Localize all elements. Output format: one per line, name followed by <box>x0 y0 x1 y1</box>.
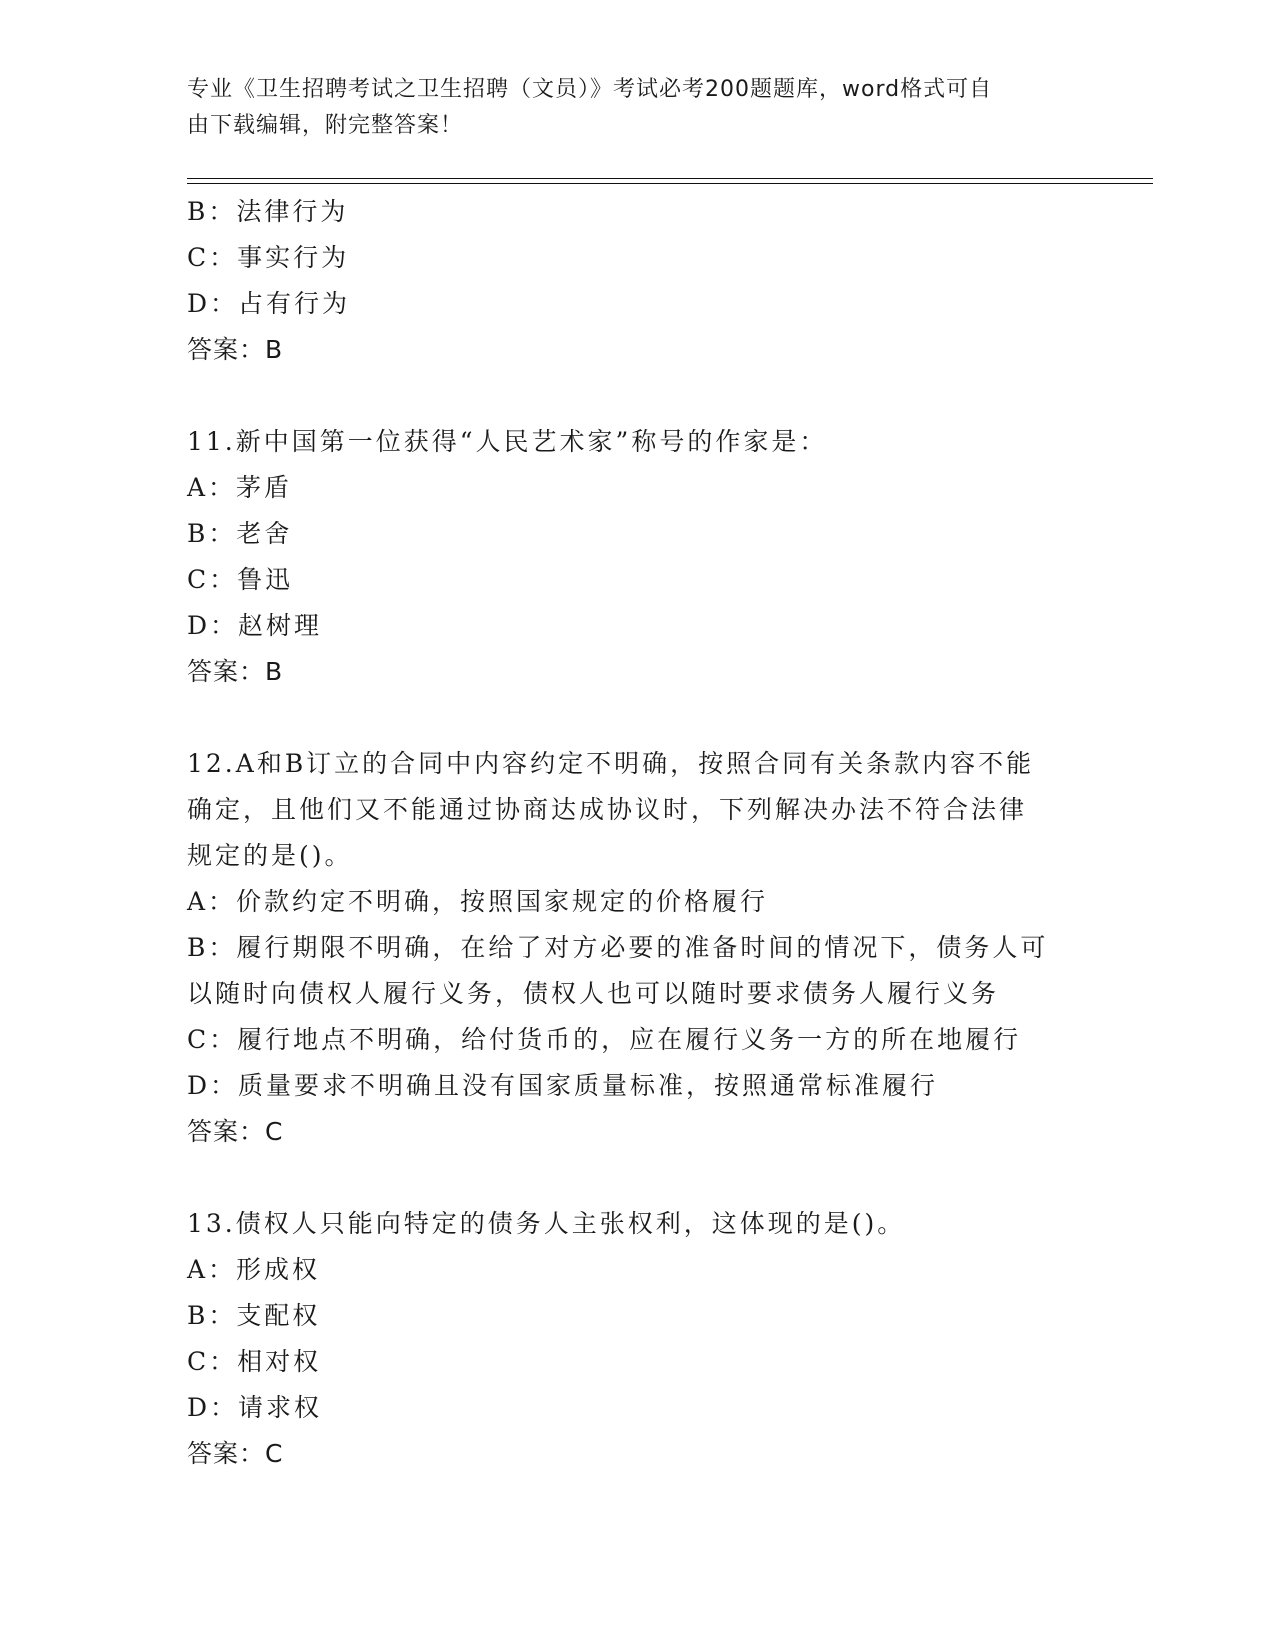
question-list <box>187 189 1087 1477</box>
question-stem-line-2: 确定，且他们又不能通过协商达成协议时，下列解决办法不符合法律 <box>187 795 1028 824</box>
document-header <box>187 72 1067 144</box>
option-b: B：支配权 <box>187 1301 321 1330</box>
question-13 <box>187 1201 1087 1477</box>
question-10-continued <box>187 189 1087 373</box>
option-b-line-1: B：履行期限不明确，在给了对方必要的准备时间的情况下，债务人可 <box>187 933 1049 962</box>
header-divider-bottom <box>187 183 1153 184</box>
option-c: C：相对权 <box>187 1347 322 1376</box>
question-stem: 11.新中国第一位获得“人民艺术家”称号的作家是： <box>187 427 828 456</box>
spacer <box>187 695 1087 741</box>
option-d: D：质量要求不明确且没有国家质量标准，按照通常标准履行 <box>187 1071 939 1100</box>
header-line-1: 专业《卫生招聘考试之卫生招聘（文员）》考试必考200题题库，word格式可自 <box>187 77 993 102</box>
question-stem-line-3: 规定的是()。 <box>187 841 353 870</box>
answer-line: 答案：B <box>187 657 284 686</box>
option-a: A：形成权 <box>187 1255 321 1284</box>
answer-line: 答案：C <box>187 1117 284 1146</box>
option-b: B：老舍 <box>187 519 293 548</box>
question-stem-line-1: 12.A和B订立的合同中内容约定不明确，按照合同有关条款内容不能 <box>187 749 1035 778</box>
header-divider-top <box>187 178 1153 179</box>
question-12 <box>187 741 1087 1155</box>
spacer <box>187 373 1087 419</box>
question-11 <box>187 419 1087 695</box>
option-b-line-2: 以随时向债权人履行义务，债权人也可以随时要求债务人履行义务 <box>187 979 1000 1008</box>
header-line-2: 由下载编辑，附完整答案！ <box>187 113 464 138</box>
option-a: A：茅盾 <box>187 473 293 502</box>
option-c: C：履行地点不明确，给付货币的，应在履行义务一方的所在地履行 <box>187 1025 1022 1054</box>
question-stem: 13.债权人只能向特定的债务人主张权利，这体现的是()。 <box>187 1209 906 1238</box>
answer-line: 答案：B <box>187 335 284 364</box>
answer-line: 答案：C <box>187 1439 284 1468</box>
option-d: D：请求权 <box>187 1393 323 1422</box>
option-d: D：赵树理 <box>187 611 323 640</box>
option-b: B：法律行为 <box>187 197 349 226</box>
option-c: C：鲁迅 <box>187 565 294 594</box>
spacer <box>187 1155 1087 1201</box>
option-a: A：价款约定不明确，按照国家规定的价格履行 <box>187 887 769 916</box>
option-d: D：占有行为 <box>187 289 351 318</box>
option-c: C：事实行为 <box>187 243 350 272</box>
